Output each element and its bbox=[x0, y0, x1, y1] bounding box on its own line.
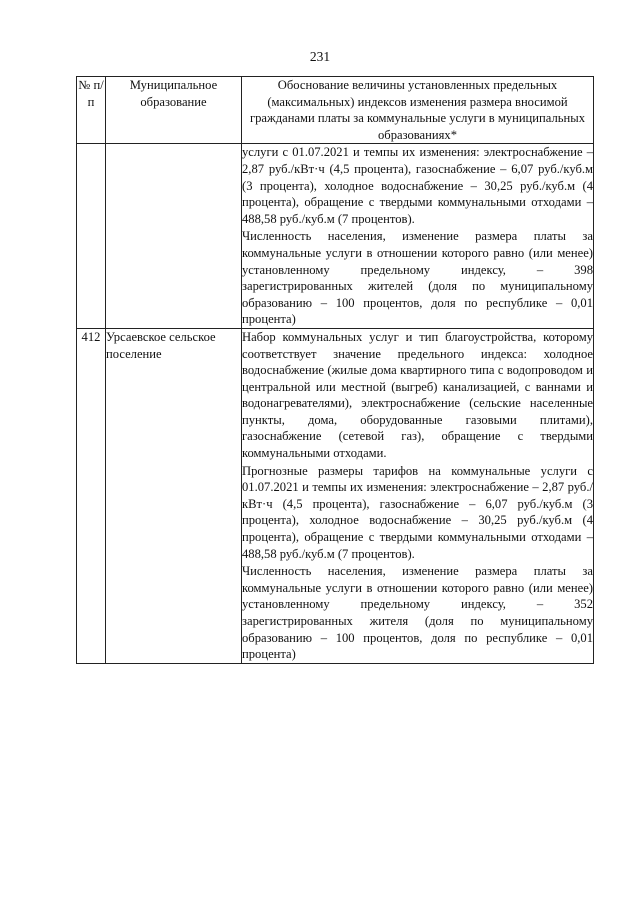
indices-table bbox=[76, 76, 594, 664]
row-municipality bbox=[106, 144, 242, 329]
row-municipality: Урсаевское сельское поселение bbox=[106, 328, 242, 663]
table-row bbox=[77, 328, 594, 663]
population-paragraph: Численность населения, изменение размера платы за коммунальные услуги в отношении которого равно (или менее) установленному предельному индексу, – 398 зарегистрированных жителей (доля по муниципальному образованию – 100 процентов, доля по республике – 0,01 процента) bbox=[242, 229, 593, 327]
population-paragraph: Численность населения, изменение размера платы за коммунальные услуги в отношении которого равно (или менее) установленному предельному индексу, – 352 зарегистрированных жителя (доля по муниципальному образованию – 100 процентов, доля по республике – 0,01 процента) bbox=[242, 564, 593, 662]
header-number: № п/п bbox=[77, 77, 106, 144]
table-row bbox=[77, 144, 594, 329]
header-municipality: Муниципальное образование bbox=[106, 77, 242, 144]
row-number: 412 bbox=[77, 328, 106, 663]
page-number: 231 bbox=[309, 49, 331, 64]
tariff-paragraph: услуги с 01.07.2021 и темпы их изменения: электроснабжение – 2,87 руб./кВт·ч (4,5 процента), газоснабжение – 6,07 руб./куб.м (3 процента), холодное водоснабжение – 30,25 руб./куб.м (4 процента), обращение с твердыми коммунальными отходами – 488,58 руб./куб.м (7 процентов). bbox=[242, 145, 593, 226]
table-header-row bbox=[77, 77, 594, 144]
services-paragraph: Набор коммунальных услуг и тип благоустройства, которому соответствует значение предельного индекса: холодное водоснабжение (жилые дома квартирного типа с водопроводом и центральной или местной (выгреб) канализацией, с ваннами и водонагревателями), электроснабжение (сельские населенные пункты, дома, оборудованные газовыми плитами), газоснабжение (сетевой газ), обращение с твердыми коммунальными отходами. bbox=[242, 329, 593, 461]
row-number bbox=[77, 144, 106, 329]
row-justification bbox=[242, 144, 594, 329]
header-justification: Обоснование величины установленных предельных (максимальных) индексов изменения размера вносимой гражданами платы за коммунальные услуги в муниципальных образованиях* bbox=[242, 77, 594, 144]
row-justification bbox=[242, 328, 594, 663]
tariff-paragraph: Прогнозные размеры тарифов на коммунальные услуги с 01.07.2021 и темпы их изменения: электроснабжение – 2,87 руб./кВт·ч (4,5 процента), газоснабжение – 6,07 руб./куб.м (3 процента), холодное водоснабжение – 30,25 руб./куб.м (4 процента), обращение с твердыми коммунальными отходами – 488,58 руб./куб.м (7 процентов). bbox=[242, 463, 593, 561]
